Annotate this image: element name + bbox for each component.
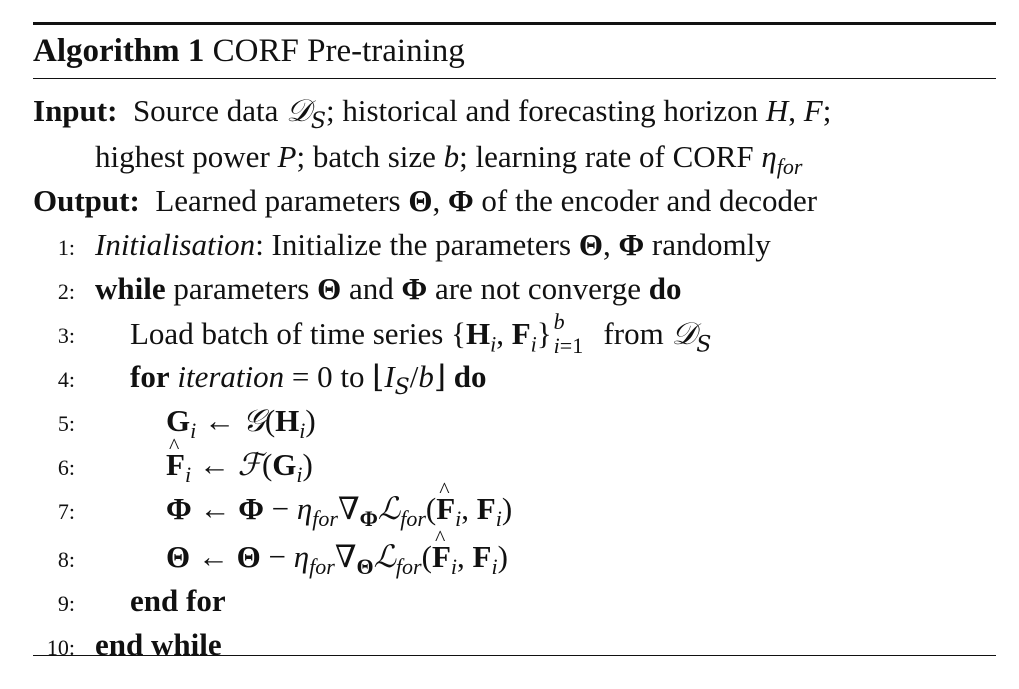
- step-2-render: while parameters Θ and Φ are not converge do: [95, 271, 682, 306]
- line-number: 5:: [57, 411, 75, 436]
- step-5-render: $G_i$ ← $𝒢(H_i)$: [166, 403, 316, 444]
- algorithm-caption: [33, 25, 996, 78]
- line-number: 4:: [57, 367, 75, 392]
- output-render: Learned parameters Θ, Φ of the encoder and decoder: [147, 183, 818, 218]
- algorithm-label: Algorithm 1: [33, 33, 205, 69]
- step-4-render: for iteration = 0 to $⌊I_S/b⌋$ do: [130, 359, 487, 401]
- input-keyword: Input:: [33, 93, 118, 128]
- output-line: [33, 185, 996, 216]
- step-9-render: end for: [130, 583, 226, 618]
- line-number: 2:: [57, 279, 75, 304]
- algorithm-body: [33, 79, 996, 662]
- algorithm-title: CORF Pre-training: [212, 33, 465, 69]
- output-keyword: Output:: [33, 183, 140, 218]
- step-10-render: end while: [95, 627, 222, 662]
- algorithm-block: [33, 22, 996, 662]
- input-line: [33, 93, 996, 135]
- line-number: 8:: [57, 547, 75, 572]
- input-line2-render: highest power P; batch size b; learning rate of CORF $\eta_{for}$: [95, 139, 803, 180]
- step-7-render: Φ ← $\Phi - \eta_{for}\nabla_\Phi ℒ_{for}(\^{}$ $F_i$, $F_i$): [166, 493, 512, 525]
- line-number: 9:: [57, 591, 75, 616]
- line-number: 1:: [57, 235, 75, 260]
- input-line1-render: Source data 𝒟$_S$; historical and forecasting horizon H, F;: [125, 93, 832, 135]
- step-6-render: ^ $F_i$ ← $ℱ(G_i)$: [166, 449, 313, 481]
- line-number: 10:: [46, 635, 75, 660]
- step-8-render: Θ ← $\Theta - \eta_{for}\nabla_\Theta ℒ_{for}(\^{}$ $F_i$, $F_i$): [166, 541, 508, 573]
- line-number: 6:: [57, 455, 75, 480]
- step-1-render: Initialisation: Initialize the parameters Θ, Φ randomly: [95, 227, 771, 262]
- line-number: 7:: [57, 499, 75, 524]
- step-3-render: Load batch of time series {$H_i$, $F_i$} b i=1 from 𝒟$_S$: [130, 309, 712, 358]
- line-number: 3:: [57, 323, 75, 348]
- input-line-continued: [95, 139, 1019, 180]
